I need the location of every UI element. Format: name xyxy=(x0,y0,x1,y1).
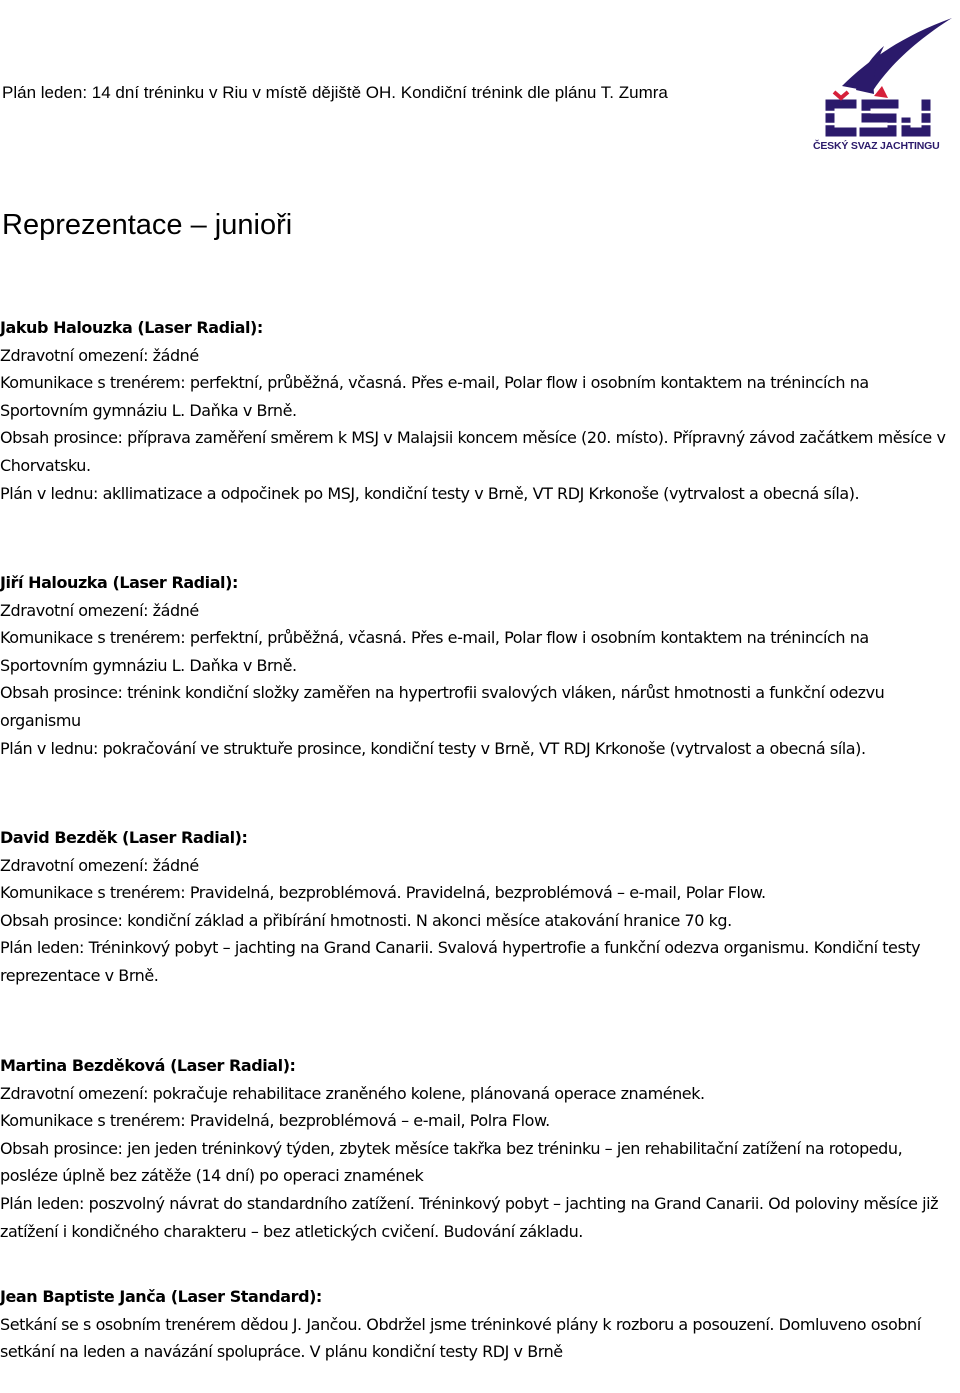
athlete-line: Obsah prosince: kondiční základ a přibírání hmotnosti. N akonci měsíce atakování hranice 70 kg. xyxy=(0,910,732,930)
athlete-name: Jakub Halouzka (Laser Radial): xyxy=(0,318,263,337)
athlete-name: David Bezděk (Laser Radial): xyxy=(0,828,248,847)
athlete-section xyxy=(0,569,958,762)
logo-caption: ČESKÝ SVAZ JACHTINGU xyxy=(813,140,940,152)
athlete-section xyxy=(0,1052,958,1245)
athlete-line: Zdravotní omezení: žádné xyxy=(0,345,199,365)
athlete-line: Obsah prosince: příprava zaměření směrem k MSJ v Malajsii koncem měsíce (20. místo). Přípravný závod začátkem měsíce v Chorvatsku. xyxy=(0,428,946,475)
athlete-line: Zdravotní omezení: žádné xyxy=(0,600,199,620)
intro-text: Plán leden: 14 dní tréninku v Riu v místě dějiště OH. Kondiční trénink dle plánu T. Zumra xyxy=(2,83,668,102)
athlete-section xyxy=(0,314,958,507)
athlete-line: Zdravotní omezení: pokračuje rehabilitace zraněného kolene, plánovaná operace znamének. xyxy=(0,1083,705,1103)
logo-monogram xyxy=(830,104,926,132)
athlete-section xyxy=(0,824,958,990)
athlete-line: Plán v lednu: akllimatizace a odpočinek po MSJ, kondiční testy v Brně, VT RDJ Krkonoše (vytrvalost a obecná síla). xyxy=(0,483,860,503)
logo-accent xyxy=(874,86,888,98)
athlete-line: Plán leden: poszvolný návrat do standardního zatížení. Tréninkový pobyt – jachting na Grand Canarii. Od poloviny měsíce již zatížení i kondičného charakteru – bez atletických cvičení. Budování základu. xyxy=(0,1193,939,1241)
athlete-section xyxy=(0,1283,958,1366)
athlete-line: Plán v lednu: pokračování ve struktuře prosince, kondiční testy v Brně, VT RDJ Krkonoše (vytrvalost a obecná síla). xyxy=(0,738,866,758)
csj-logo xyxy=(812,16,956,156)
logo-swoosh xyxy=(842,18,952,92)
athlete-line: Komunikace s trenérem: perfektní, průběžná, včasná. Přes e-mail, Polar flow i osobním kontaktem na trénincích na Sportovním gymnáziu L. Daňka v Brně. xyxy=(0,628,869,675)
athlete-line: Setkání se s osobním trenérem dědou J. Jančou. Obdržel jsme tréninkové plány k rozboru a posouzení. Domluveno osobní setkání na leden a navázání spolupráce. V plánu kondiční testy RDJ v Brně xyxy=(0,1314,921,1362)
athlete-line: Obsah prosince: trénink kondiční složky zaměřen na hypertrofii svalových vláken, nárůst hmotnosti a funkční odezvu organismu xyxy=(0,683,885,730)
athlete-line: Komunikace s trenérem: perfektní, průběžná, včasná. Přes e-mail, Polar flow i osobním kontaktem na trénincích na Sportovním gymnáziu L. Daňka v Brně. xyxy=(0,373,869,420)
logo-hacek xyxy=(834,92,848,98)
page-title: Reprezentace – junioři xyxy=(2,209,293,241)
athlete-line: Komunikace s trenérem: Pravidelná, bezproblémová. Pravidelná, bezproblémová – e-mail, Polar Flow. xyxy=(0,883,766,903)
athlete-name: Jiří Halouzka (Laser Radial): xyxy=(0,573,238,592)
athlete-line: Plán leden: Tréninkový pobyt – jachting na Grand Canarii. Svalová hypertrofie a funkční odezva organismu. Kondiční testy reprezentace v Brně. xyxy=(0,938,921,985)
athlete-line: Obsah prosince: jen jeden tréninkový týden, zbytek měsíce takřka bez tréninku – jen rehabilitační zatížení na rotopedu, posléze úplně bez zátěže (14 dní) po operaci znamének xyxy=(0,1138,903,1186)
athlete-line: Komunikace s trenérem: Pravidelná, bezproblémová – e-mail, Polra Flow. xyxy=(0,1111,550,1131)
athlete-line: Zdravotní omezení: žádné xyxy=(0,855,199,875)
athlete-name: Martina Bezděková (Laser Radial): xyxy=(0,1056,296,1075)
athlete-name: Jean Baptiste Janča (Laser Standard): xyxy=(0,1287,322,1306)
